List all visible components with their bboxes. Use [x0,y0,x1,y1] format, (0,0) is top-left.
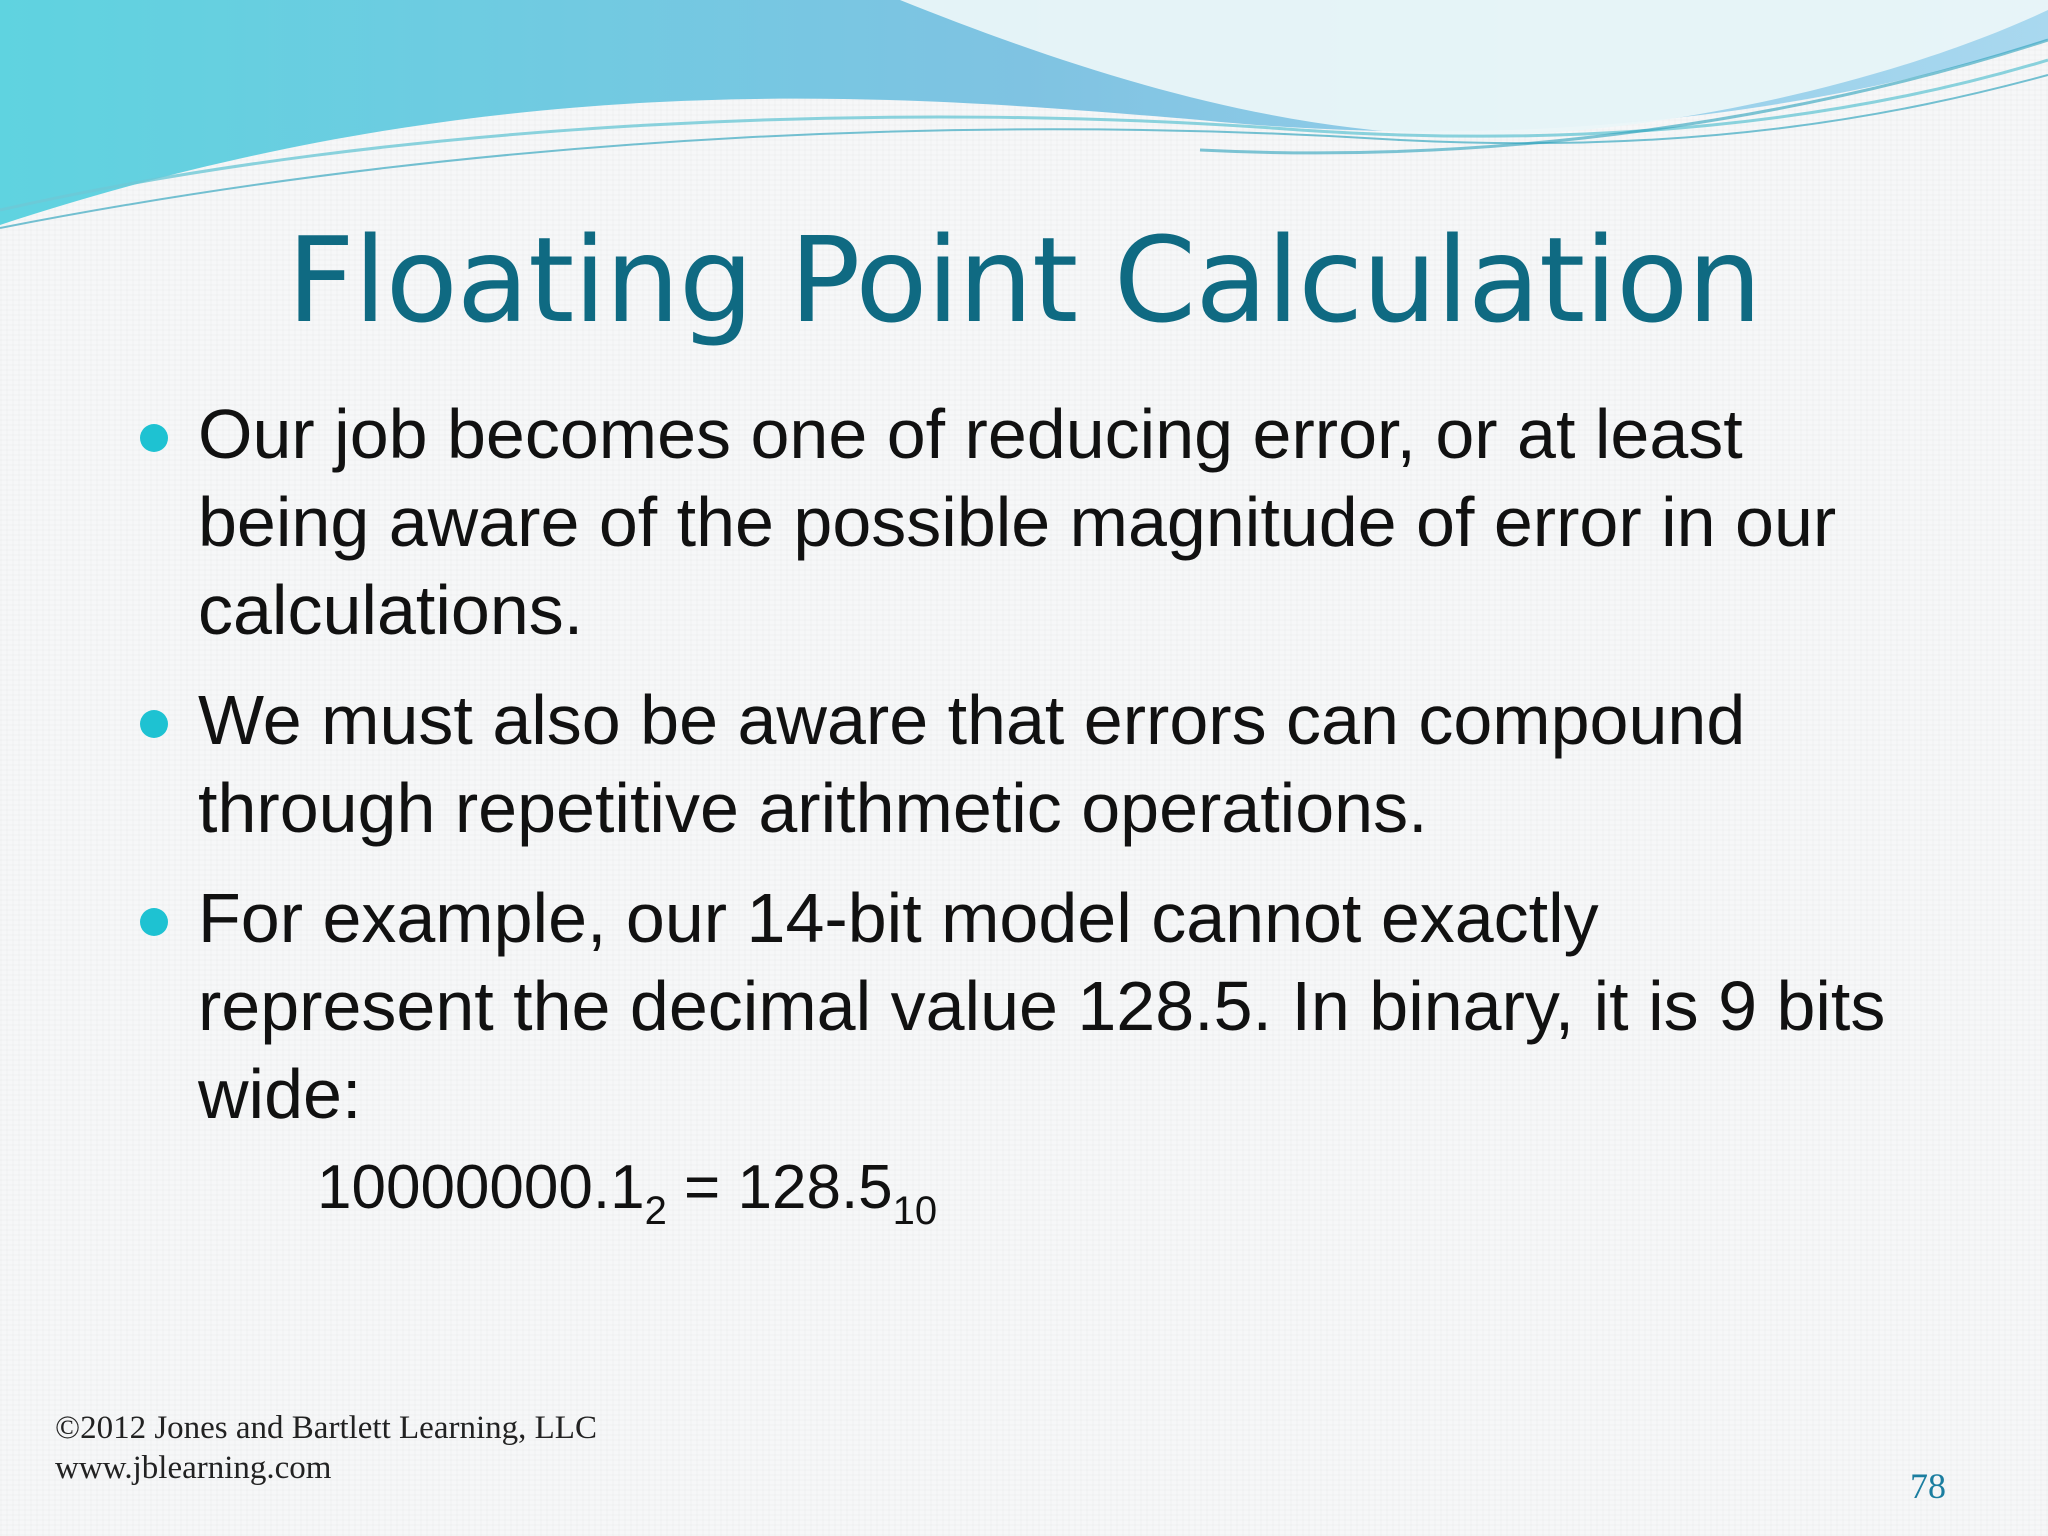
bullet-dot-icon [140,710,168,738]
slide-title: Floating Point Calculation [286,211,1762,349]
bullet-text: Our job becomes one of reducing error, or at least being aware of the possible magnitude of error in our calculations. [198,395,1837,649]
bullet-item [198,390,1898,654]
footer-copyright: ©2012 Jones and Bartlett Learning, LLC [55,1410,597,1446]
bullet-text: We must also be aware that errors can compound through repetitive arithmetic operations. [198,681,1746,847]
formula-left-base: 2 [644,1189,667,1233]
footer-credits [55,1408,597,1488]
bullet-text: For example, our 14-bit model cannot exactly represent the decimal value 128.5. In binary, it is 9 bits wide: [198,879,1886,1133]
binary-decimal-formula [317,1148,938,1233]
formula-right-base: 10 [892,1189,938,1233]
formula-operator: = [684,1153,721,1222]
decorative-wave-header [0,0,2048,240]
bullet-item [198,874,1898,1138]
bullet-item [198,676,1898,852]
bullet-dot-icon [140,424,168,452]
formula-left-value: 10000000.1 [317,1153,645,1222]
page-number: 78 [1910,1466,1946,1506]
footer-website: www.jblearning.com [55,1450,332,1486]
bullet-dot-icon [140,908,168,936]
bullet-list [198,390,1898,1160]
formula-right-value: 128.5 [737,1153,893,1222]
